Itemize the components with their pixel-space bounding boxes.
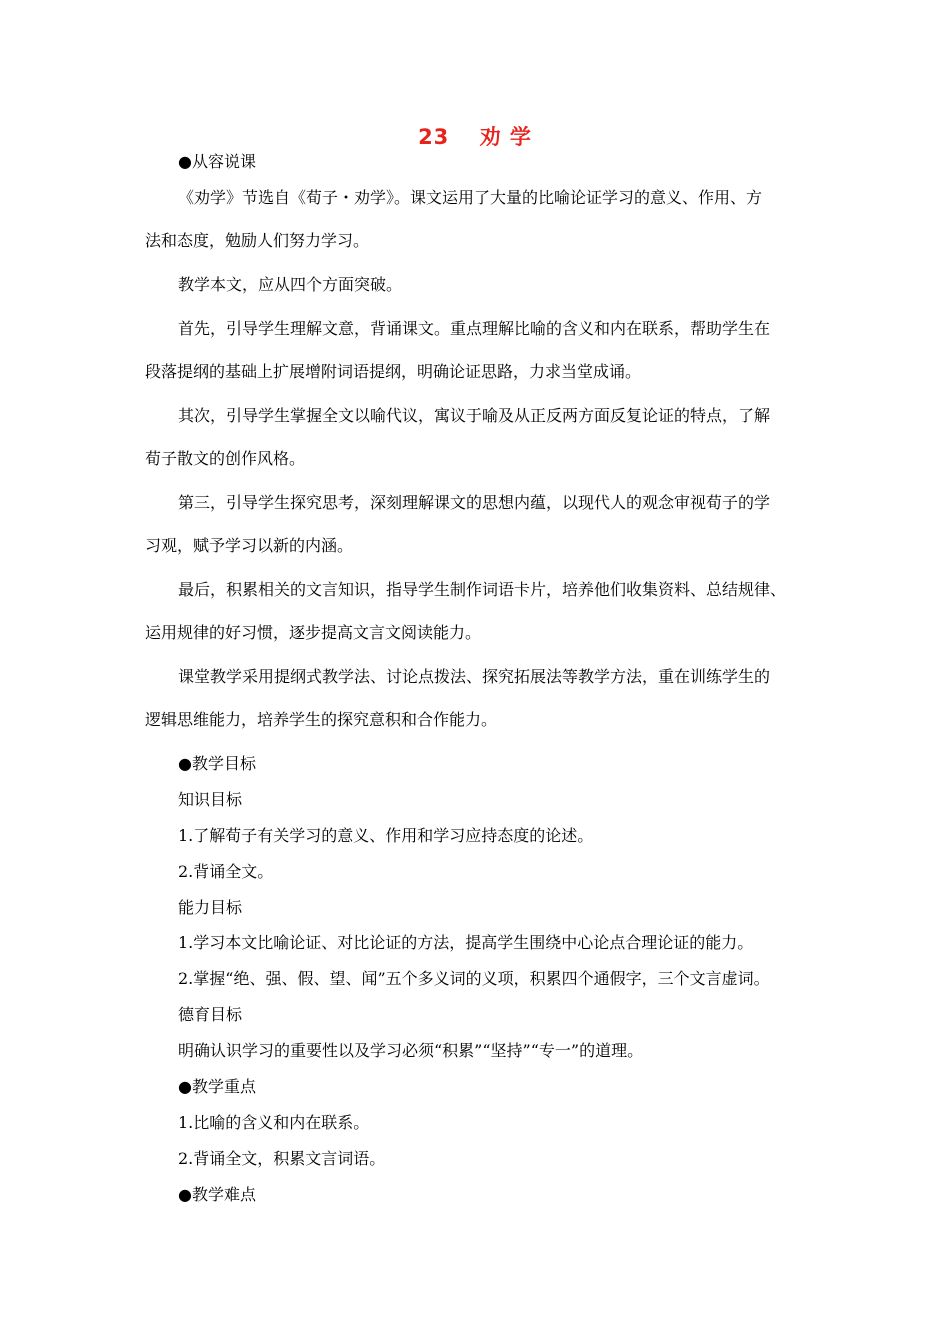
intro-paragraph-1-line-2: 法和态度，勉励人们努力学习。 <box>145 231 370 250</box>
moral-objective-label: 德育目标 <box>178 1005 243 1024</box>
ability-objective-item-1: 1.学习本文比喻论证、对比论证的方法，提高学生围绕中心论点合理论证的能力。 <box>178 933 754 952</box>
intro-paragraph-3-line-2: 段落提纲的基础上扩展增附词语提纲，明确论证思路，力求当堂成诵。 <box>145 362 642 381</box>
knowledge-objective-item-2: 2.背诵全文。 <box>178 862 274 881</box>
intro-paragraph-5-line-2: 习观，赋予学习以新的内涵。 <box>145 536 354 555</box>
intro-paragraph-2: 教学本文，应从四个方面突破。 <box>178 275 403 294</box>
intro-paragraph-4-line-2: 荀子散文的创作风格。 <box>145 449 306 468</box>
key-point-item-1: 1.比喻的含义和内在联系。 <box>178 1113 370 1132</box>
knowledge-objective-item-1: 1.了解荀子有关学习的意义、作用和学习应持态度的论述。 <box>178 826 594 845</box>
intro-paragraph-7-line-1: 课堂教学采用提纲式教学法、讨论点拨法、探究拓展法等教学方法，重在训练学生的 <box>178 667 771 686</box>
intro-paragraph-3-line-1: 首先，引导学生理解文意，背诵课文。重点理解比喻的含义和内在联系，帮助学生在 <box>178 319 771 338</box>
page-title: 23 劝 学 <box>418 125 532 149</box>
intro-paragraph-6-line-1: 最后，积累相关的文言知识，指导学生制作词语卡片，培养他们收集资料、总结规律、 <box>178 580 787 599</box>
intro-paragraph-5-line-1: 第三，引导学生探究思考，深刻理解课文的思想内蕴，以现代人的观念审视荀子的学 <box>178 493 771 512</box>
section-heading-objectives: ●教学目标 <box>178 754 256 773</box>
intro-paragraph-6-line-2: 运用规律的好习惯，逐步提高文言文阅读能力。 <box>145 623 482 642</box>
intro-paragraph-7-line-2: 逻辑思维能力，培养学生的探究意积和合作能力。 <box>145 710 498 729</box>
key-point-item-2: 2.背诵全文，积累文言词语。 <box>178 1149 386 1168</box>
section-heading-difficulties: ●教学难点 <box>178 1185 256 1204</box>
knowledge-objective-label: 知识目标 <box>178 790 243 809</box>
section-heading-key-points: ●教学重点 <box>178 1077 256 1096</box>
section-heading-intro: ●从容说课 <box>178 152 256 171</box>
ability-objective-item-2: 2.掌握“绝、强、假、望、闻”五个多义词的义项，积累四个通假字，三个文言虚词。 <box>178 969 770 988</box>
moral-objective-item-1: 明确认识学习的重要性以及学习必须“积累”“坚持”“专一”的道理。 <box>178 1041 644 1060</box>
ability-objective-label: 能力目标 <box>178 898 243 917</box>
intro-paragraph-4-line-1: 其次，引导学生掌握全文以喻代议，寓议于喻及从正反两方面反复论证的特点，了解 <box>178 406 771 425</box>
intro-paragraph-1-line-1: 《劝学》节选自《荀子・劝学》。课文运用了大量的比喻论证学习的意义、作用、方 <box>178 188 763 207</box>
